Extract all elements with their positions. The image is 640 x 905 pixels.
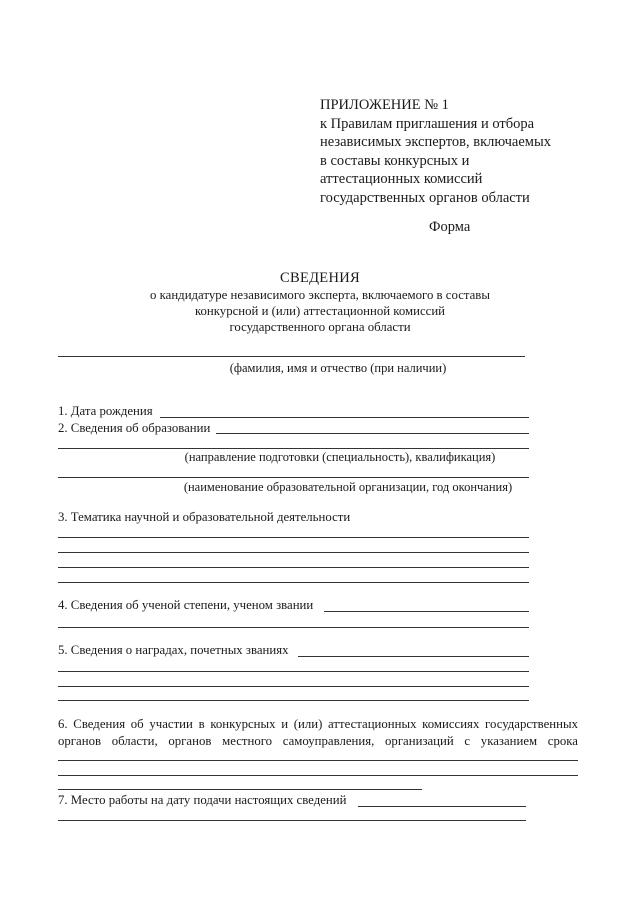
appendix-title: ПРИЛОЖЕНИЕ № 1	[320, 97, 449, 113]
degree-field[interactable]	[324, 611, 529, 612]
appendix-line: государственных органов области	[320, 189, 530, 206]
awards-field-line[interactable]	[58, 700, 529, 701]
institution-caption: (наименование образовательной организации, год окончания)	[183, 480, 513, 494]
topics-field-line[interactable]	[58, 537, 529, 538]
participation-field-line[interactable]	[58, 760, 578, 761]
participation-field-line[interactable]	[58, 775, 578, 776]
item-participation-label: 6. Сведения об участии в конкурсных и (или) аттестационных комиссиях государственных	[58, 717, 578, 731]
education-institution-field[interactable]	[58, 477, 529, 478]
fio-caption: (фамилия, имя и отчество (при наличии)	[229, 361, 447, 375]
degree-field-line[interactable]	[58, 627, 529, 628]
item-education-label: 2. Сведения об образовании	[58, 421, 211, 435]
appendix-line: аттестационных комиссий	[320, 171, 483, 188]
document-subtitle: государственного органа области	[229, 320, 411, 334]
item-participation-label-cont: органов области, органов местного самоуправления, организаций с указанием срока	[58, 734, 578, 748]
appendix-line: независимых экспертов, включаемых	[320, 134, 551, 151]
workplace-field[interactable]	[358, 806, 526, 807]
participation-field-line[interactable]	[58, 789, 422, 790]
fio-field[interactable]	[58, 356, 525, 357]
form-label: Форма	[429, 219, 471, 235]
appendix-line: в составы конкурсных и	[320, 152, 470, 169]
awards-field-line[interactable]	[58, 671, 529, 672]
awards-field-line[interactable]	[58, 686, 529, 687]
item-topics-label: 3. Тематика научной и образовательной деятельности	[58, 510, 351, 524]
direction-caption: (направление подготовки (специальность), квалификация)	[184, 450, 496, 464]
item-workplace-label: 7. Место работы на дату подачи настоящих сведений	[58, 793, 347, 807]
item-awards-label: 5. Сведения о наградах, почетных званиях	[58, 643, 289, 657]
topics-field-line[interactable]	[58, 552, 529, 553]
document-subtitle: конкурсной и (или) аттестационной комиссий	[194, 304, 446, 318]
appendix-header	[320, 96, 551, 208]
topics-field-line[interactable]	[58, 582, 529, 583]
workplace-field-line[interactable]	[58, 820, 526, 821]
education-field[interactable]	[216, 433, 529, 434]
appendix-line: к Правилам приглашения и отбора	[320, 115, 535, 132]
awards-field[interactable]	[298, 656, 529, 657]
document-title: СВЕДЕНИЯ	[280, 270, 360, 286]
education-direction-field[interactable]	[58, 448, 529, 449]
topics-field-line[interactable]	[58, 567, 529, 568]
item-birth-label: 1. Дата рождения	[58, 404, 153, 418]
item-degree-label: 4. Сведения об ученой степени, ученом звании	[58, 598, 314, 612]
document-subtitle: о кандидатуре независимого эксперта, включаемого в составы	[150, 288, 490, 302]
birth-date-field[interactable]	[160, 417, 529, 418]
